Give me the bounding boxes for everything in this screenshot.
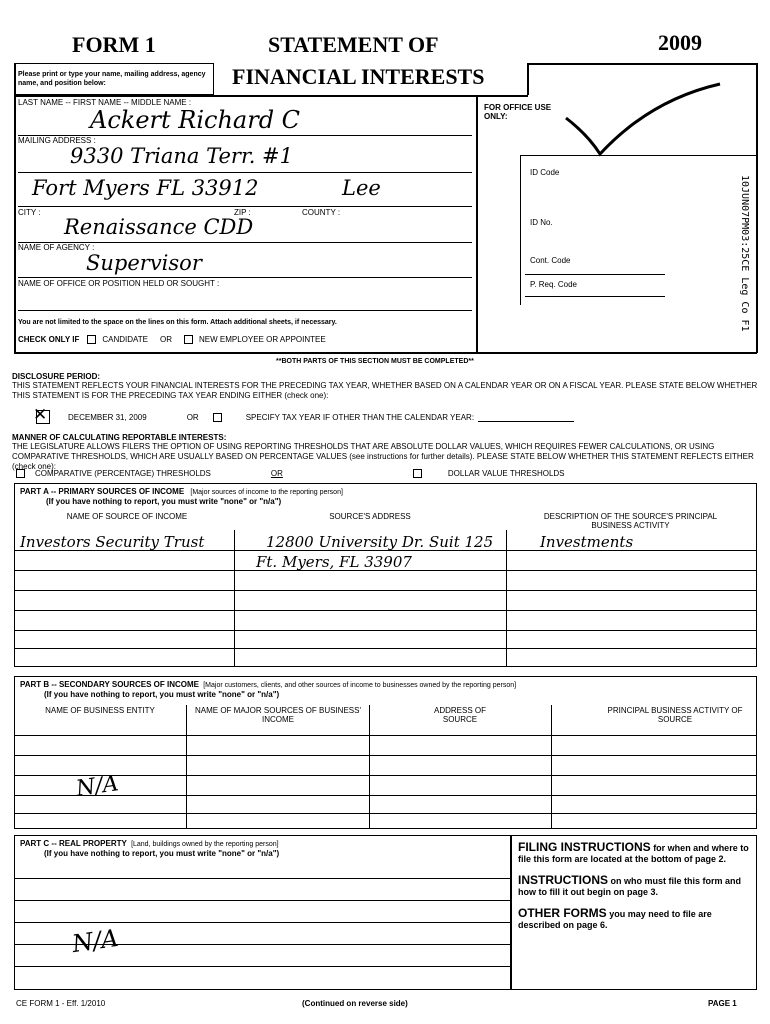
period-heading: DISCLOSURE PERIOD: <box>12 372 101 381</box>
position-value[interactable]: Supervisor <box>86 251 202 275</box>
part-b-subnote: (If you have nothing to report, you must write "none" or "n/a") <box>44 690 280 699</box>
manner-heading: MANNER OF CALCULATING REPORTABLE INTERESTS: <box>12 433 227 442</box>
part-b-col-sources: NAME OF MAJOR SOURCES OF BUSINESS' INCOME <box>195 706 361 724</box>
x-mark-icon: ✕ <box>33 405 48 425</box>
dollar-checkbox[interactable] <box>413 469 422 478</box>
part-b-note: [Major customers, clients, and other sources of income to businesses owned by the reporting person] <box>203 682 517 689</box>
part-b-heading-row <box>20 680 516 689</box>
county-value[interactable]: Lee <box>342 176 381 200</box>
form-label: FORM 1 <box>72 32 156 57</box>
checkmark-icon <box>560 80 730 160</box>
period-or: OR <box>186 412 199 422</box>
receipt-stamp: 10JUN07PM03:25CE Leg Co F1 <box>739 175 750 332</box>
part-b-col-entity: NAME OF BUSINESS ENTITY <box>45 706 155 715</box>
filing-instructions-block <box>518 842 754 931</box>
part-a-col-name: NAME OF SOURCE OF INCOME <box>66 512 188 521</box>
both-parts-note: **BOTH PARTS OF THIS SECTION MUST BE COMPLETED** <box>276 358 474 365</box>
filing-text: for when and where to file this form are located at the bottom of page 2. <box>518 843 749 864</box>
part-b-col-address: ADDRESS OF SOURCE <box>433 706 486 724</box>
city-state-zip-value[interactable]: Fort Myers FL 33912 <box>32 176 259 200</box>
specify-label: SPECIFY TAX YEAR IF OTHER THAN THE CALENDAR YEAR: <box>245 412 475 422</box>
part-c-subnote: (If you have nothing to report, you must write "none" or "n/a") <box>44 849 280 858</box>
specify-input[interactable] <box>478 412 574 422</box>
part-b-heading: PART B -- SECONDARY SOURCES OF INCOME <box>20 680 199 689</box>
cont-code-label: Cont. Code <box>530 256 571 265</box>
name-label: LAST NAME -- FIRST NAME -- MIDDLE NAME : <box>18 98 192 107</box>
candidate-label: CANDIDATE <box>102 335 148 344</box>
title-line-1: STATEMENT OF <box>268 32 439 57</box>
part-a-box <box>14 483 757 667</box>
part-a-note: [Major sources of income to the reporting person] <box>190 489 343 496</box>
period-text: THIS STATEMENT REFLECTS YOUR FINANCIAL INTERESTS FOR THE PRECEDING TAX YEAR, WHETHER BASED ON A CALENDAR YEAR OR ON A FISCAL YEAR. PLEASE STATE BELOW WHETHER THIS STATEMENT IS FOR THE PRECEDING TAX YEAR ENDING EITHER (check one): <box>12 381 758 400</box>
instruction-text: Please print or type your name, mailing address, agency name, and position below: <box>18 71 206 87</box>
new-employee-label: NEW EMPLOYEE OR APPOINTEE <box>198 335 326 344</box>
comparative-label: COMPARATIVE (PERCENTAGE) THRESHOLDS <box>35 469 211 478</box>
part-a-source-address-1[interactable]: 12800 University Dr. Suit 125 <box>266 533 494 551</box>
agency-label: NAME OF AGENCY : <box>18 243 95 252</box>
check-only-label: CHECK ONLY IF <box>18 335 80 344</box>
part-b-entry[interactable]: N/A <box>74 771 121 802</box>
part-a-source-address-2[interactable]: Ft. Myers, FL 33907 <box>256 553 412 571</box>
mailing-label: MAILING ADDRESS : <box>18 136 96 145</box>
not-limited-note: You are not limited to the space on the lines on this form. Attach additional sheets, if necessary. <box>18 319 337 326</box>
specify-checkbox[interactable] <box>213 413 222 422</box>
part-a-col-activity: DESCRIPTION OF THE SOURCE'S PRINCIPAL BUSINESS ACTIVITY <box>543 512 718 530</box>
part-b-col-activity: PRINCIPAL BUSINESS ACTIVITY OF SOURCE <box>607 706 743 724</box>
filing-title: FILING INSTRUCTIONS <box>518 840 651 854</box>
check-only-row <box>18 335 326 344</box>
form-id: CE FORM 1 - Eff. 1/2010 <box>16 999 106 1008</box>
comparative-checkbox[interactable] <box>16 469 25 478</box>
county-label: COUNTY : <box>302 208 341 217</box>
part-a-heading: PART A -- PRIMARY SOURCES OF INCOME <box>20 487 185 496</box>
new-employee-checkbox[interactable] <box>184 335 193 344</box>
period-choice-row <box>33 405 574 425</box>
part-a-subnote: (If you have nothing to report, you must write "none" or "n/a") <box>46 497 282 506</box>
page-number: PAGE 1 <box>708 999 737 1008</box>
continued-note: (Continued on reverse side) <box>302 999 408 1008</box>
part-a-heading-row <box>20 487 343 496</box>
part-c-heading: PART C -- REAL PROPERTY <box>20 839 127 848</box>
filing-instructions <box>518 842 754 865</box>
dollar-label: DOLLAR VALUE THRESHOLDS <box>447 469 565 478</box>
id-no-label: ID No. <box>530 218 553 227</box>
other-title: OTHER FORMS <box>518 906 607 920</box>
instr-title: INSTRUCTIONS <box>518 873 608 887</box>
id-code-label: ID Code <box>530 168 560 177</box>
agency-value[interactable]: Renaissance CDD <box>64 215 254 239</box>
zip-label: ZIP : <box>234 208 251 217</box>
december-label: DECEMBER 31, 2009 <box>68 412 147 422</box>
preq-code-label: P. Req. Code <box>530 280 577 289</box>
instr-text: on who must file this form and how to fill it out begin on page 3. <box>518 876 742 897</box>
december-checkbox[interactable] <box>33 405 50 425</box>
office-use-heading: FOR OFFICE USE ONLY: <box>484 103 552 121</box>
form-year: 2009 <box>658 30 702 55</box>
other-forms <box>518 908 754 931</box>
name-value[interactable]: Ackert Richard C <box>90 106 301 134</box>
mailing-value[interactable]: 9330 Triana Terr. #1 <box>70 144 294 168</box>
other-text: you may need to file are described on page 6. <box>518 909 712 930</box>
position-label: NAME OF OFFICE OR POSITION HELD OR SOUGHT : <box>18 279 220 288</box>
threshold-choice-row <box>16 469 565 478</box>
part-c-note: [Land, buildings owned by the reporting person] <box>131 841 279 848</box>
or-label: OR <box>159 335 172 344</box>
title-line-2: FINANCIAL INTERESTS <box>232 64 485 89</box>
city-label: CITY : <box>18 208 41 217</box>
part-c-entry[interactable]: N/A <box>70 923 121 959</box>
who-must-file <box>518 875 754 898</box>
manner-text: THE LEGISLATURE ALLOWS FILERS THE OPTION OF USING REPORTING THRESHOLDS THAT ARE ABSOLUTE DOLLAR VALUES, WHICH REQUIRES FEWER CALCULATIONS, OR USING COMPARATIVE THRESHOLDS, WHICH ARE USUALLY BASED ON PERCENTAGE VALUES (see instructions for further details). PLEASE STATE BELOW WHETHER THIS STATEMENT REFLECTS EITHER (check one): <box>12 442 754 471</box>
part-a-source-activity[interactable]: Investments <box>540 533 634 551</box>
part-a-source-name[interactable]: Investors Security Trust <box>20 533 205 551</box>
threshold-or: OR <box>270 469 283 478</box>
candidate-checkbox[interactable] <box>87 335 96 344</box>
part-a-col-address: SOURCE'S ADDRESS <box>329 512 411 521</box>
part-c-heading-row <box>20 839 279 848</box>
